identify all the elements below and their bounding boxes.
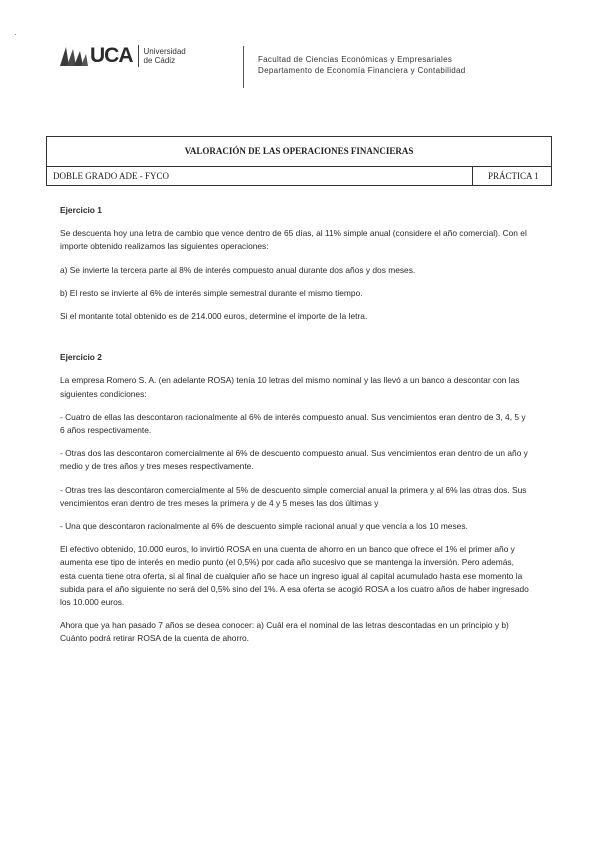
header-divider — [243, 46, 244, 88]
university-name — [144, 47, 186, 65]
title-box — [46, 136, 552, 186]
exercise-2-condition-1: - Cuatro de ellas las descontaron racionalmente al 6% de interés compuesto anual. Sus vencimientos eran dentro de 3, 4, 5 y 6 años respectivamente. — [60, 411, 526, 436]
exercise-1-item-b: b) El resto se invierte al 6% de interés simple semestral durante el mismo tiempo. — [60, 287, 363, 298]
practice-label: PRÁCTICA 1 — [488, 171, 539, 181]
exercise-2-question: Ahora que ya han pasado 7 años se desea conocer: a) Cuál era el nominal de las letras descontadas en un principio y b) Cuánto podrá retirar ROSA de la cuenta de ahorro. — [60, 620, 509, 644]
scan-mark: · — [14, 30, 17, 39]
exercise-2-condition-3: - Otras tres las descontaron comercialmente al 5% de descuento simple comercial anual la primera y al 6% las otras dos. Sus vencimientos eran dentro de tres meses la primera y de 4 y 5 meses las dos últimas y — [60, 484, 527, 508]
exercise-2-condition-4: - Una que descontaron racionalmente al 6% de descuento simple racional anual y que vencía a los 10 meses. — [60, 521, 468, 532]
document-title: VALORACIÓN DE LAS OPERACIONES FINANCIERAS — [47, 137, 551, 167]
exercise-1-item-a: a) Se invierte la tercera parte al 8% de interés compuesto anual durante dos años y dos meses. — [60, 264, 416, 275]
logo-text: UCA — [90, 44, 133, 67]
title-box-row — [47, 167, 551, 185]
document-body — [60, 204, 530, 646]
department-name: Departamento de Economía Financiera y Contabilidad — [258, 66, 466, 75]
exercise-1-question: Si el montante total obtenido es de 214.000 euros, determine el importe de la letra. — [60, 311, 368, 322]
degree-label: DOBLE GRADO ADE - FYCO — [53, 171, 170, 181]
exercise-2-condition-2: - Otras dos las descontaron comercialmente al 6% de descuento compuesto anual. Sus vencimientos eran dentro de un año y medio y de tres años y tres meses respectivamente. — [60, 448, 528, 472]
university-line-2: de Cádiz — [143, 56, 176, 65]
exercise-2-intro: La empresa Romero S. A. (en adelante ROSA) tenía 10 letras del mismo nominal y las llevó a un banco a descontar con las siguientes condiciones: — [60, 375, 520, 399]
university-logo — [58, 44, 186, 68]
faculty-name: Facultad de Ciencias Económicas y Empresariales — [258, 55, 453, 64]
uca-wheat-icon — [58, 45, 88, 67]
exercise-2-effective: El efectivo obtenido, 10.000 euros, lo invirtió ROSA en una cuenta de ahorro en un banco que ofrece el 1% el primer año y aumenta ese tipo de interés en medio punto (el 0,5%) por cada año sucesivo que se mantenga la inversión. Pero además, esta cuenta tiene otra oferta, si al final de cualquier año se hace un ingreso igual al capital acumulado hasta ese momento la subida para el año siguiente no será del 0,5% sino del 1%. A esa oferta se acogió ROSA a los cuatro años de haber ingresado los 10.000 euros. — [60, 544, 529, 608]
exercise-2-heading: Ejercicio 2 — [60, 352, 102, 363]
faculty-block — [258, 54, 466, 76]
university-line-1: Universidad — [143, 47, 186, 56]
exercise-1-heading: Ejercicio 1 — [60, 205, 102, 215]
exercise-1-intro: Se descuenta hoy una letra de cambio que vence dentro de 65 días, al 11% simple anual (considere el año comercial). Con el importe obtenido realizamos las siguientes operaciones: — [60, 228, 527, 252]
row-divider — [472, 167, 473, 185]
logo-separator — [138, 45, 139, 67]
